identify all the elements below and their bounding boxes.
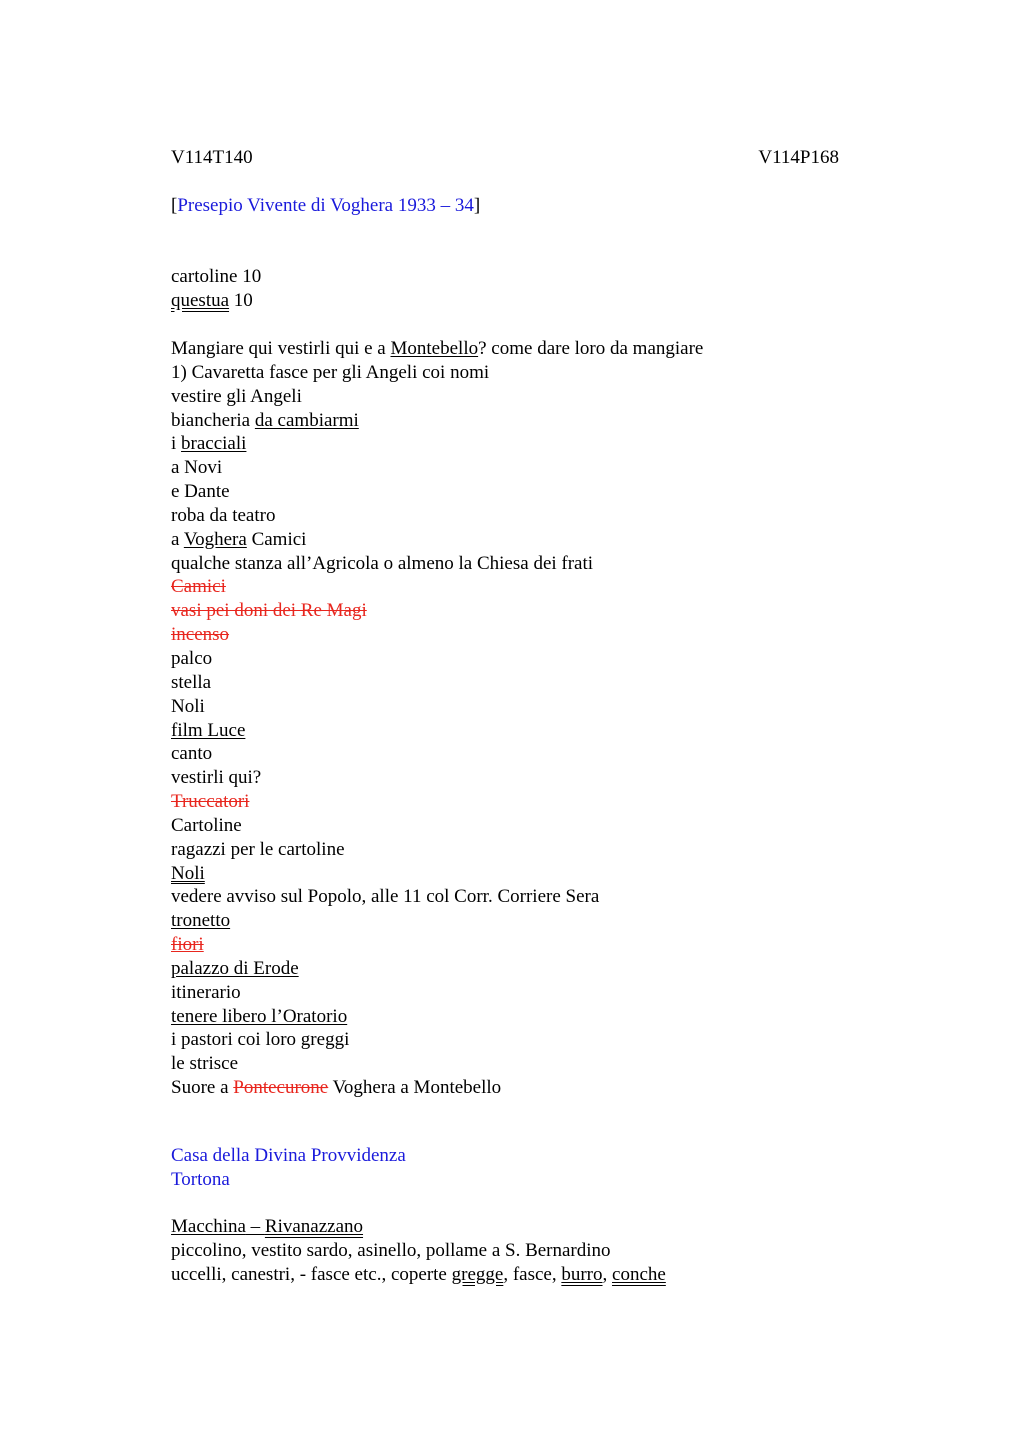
- note-struck-underlined: fiori: [171, 934, 204, 956]
- note-line-struck: Truccatori: [171, 791, 250, 813]
- note-text: biancheria: [171, 409, 255, 431]
- note-line: Noli: [171, 695, 205, 717]
- note-line: [171, 1076, 839, 1100]
- document-code-left: V114T140: [171, 147, 253, 168]
- note-underlined: Macchina: [171, 1216, 246, 1237]
- page-header: [171, 146, 839, 170]
- note-underlined: tronetto: [171, 910, 231, 932]
- note-text: Camici: [246, 528, 307, 550]
- note-line: le strisce: [171, 1053, 239, 1075]
- final-notes: [171, 1215, 839, 1287]
- note-double-underlined: conche: [612, 1263, 666, 1285]
- note-line: Cartoline: [171, 814, 242, 836]
- document-code-right: V114P168: [758, 147, 839, 168]
- note-underlined: da cambiarmi: [254, 409, 359, 431]
- note-line: [171, 337, 839, 361]
- note-line: stella: [171, 671, 212, 693]
- note-underlined: Montebello: [390, 338, 479, 359]
- note-line: palco: [171, 647, 213, 669]
- note-double-underlined: burro: [561, 1263, 603, 1285]
- note-line-struck: Camici: [171, 576, 226, 598]
- note-line: i pastori coi loro greggi: [171, 1029, 350, 1051]
- note-line-struck: incenso: [171, 624, 230, 646]
- note-struck: Pontecurone: [233, 1077, 329, 1099]
- note-line: [171, 933, 839, 957]
- note-underlined: bracciali: [181, 433, 247, 455]
- note-line: vestire gli Angeli: [171, 385, 302, 407]
- note-line: 1) Cavaretta fasce per gli Angeli coi nomi: [171, 361, 490, 383]
- address-line: Tortona: [171, 1168, 230, 1190]
- note-text: ? come dare loro da mangiare: [478, 338, 704, 359]
- note-line: [171, 957, 839, 981]
- note-line: e Dante: [171, 481, 230, 503]
- note-text: a: [171, 528, 184, 550]
- address-line: Casa della Divina Provvidenza: [171, 1145, 406, 1166]
- note-line: ragazzi per le cartoline: [171, 838, 345, 860]
- note-text: Mangiare qui vestirli qui e a: [171, 338, 391, 359]
- note-double-underlined: Noli: [171, 862, 205, 884]
- note-underlined: tenere libero l’Oratorio: [171, 1005, 348, 1027]
- note-line: a Novi: [171, 457, 223, 479]
- note-underlined: palazzo di Erode: [171, 957, 299, 979]
- title-close-bracket: ]: [473, 195, 481, 216]
- document-title: [171, 194, 480, 218]
- note-text: uccelli, canestri, - fasce etc., coperte: [171, 1263, 452, 1285]
- note-line: vedere avviso sul Popolo, alle 11 col Corr. Corriere Sera: [171, 886, 600, 908]
- note-underlined: film Luce: [171, 719, 246, 741]
- note-double-underlined: Rivanazzano: [264, 1216, 364, 1237]
- note-text: Suore a: [171, 1077, 234, 1099]
- summary-block: [171, 265, 839, 313]
- note-line: qualche stanza all’Agricola o almeno la Chiesa dei frati: [171, 552, 594, 574]
- note-text: ,: [602, 1263, 613, 1285]
- questua-line: [171, 289, 839, 313]
- note-line: [171, 528, 839, 552]
- questua-rest: 10: [229, 289, 253, 311]
- cartoline-line: cartoline 10: [171, 266, 262, 287]
- note-double-underlined: gregge: [451, 1263, 504, 1285]
- note-line-struck: vasi pei doni dei Re Magi: [171, 600, 367, 622]
- note-line: [171, 1263, 839, 1287]
- note-line: [171, 1005, 839, 1029]
- note-line: [171, 409, 839, 433]
- note-text: , fasce,: [503, 1263, 562, 1285]
- title-open-bracket: [: [171, 195, 178, 216]
- notes-list: [171, 337, 839, 1100]
- note-underlined: Voghera: [183, 528, 247, 550]
- address-block: [171, 1144, 839, 1192]
- note-line: canto: [171, 743, 213, 765]
- note-line: itinerario: [171, 981, 241, 1003]
- note-line: vestirli qui?: [171, 767, 262, 789]
- note-line: [171, 1215, 839, 1239]
- questua-word: questua: [171, 289, 230, 311]
- title-text: Presepio Vivente di Voghera 1933 – 34: [177, 195, 474, 216]
- note-text: Voghera a Montebello: [328, 1077, 502, 1099]
- note-line: [171, 432, 839, 456]
- note-text: i: [171, 433, 182, 455]
- note-line: roba da teatro: [171, 504, 276, 526]
- note-line: [171, 862, 839, 886]
- note-line: [171, 719, 839, 743]
- note-underlined: –: [245, 1216, 265, 1237]
- note-line: piccolino, vestito sardo, asinello, pollame a S. Bernardino: [171, 1239, 611, 1261]
- note-line: [171, 909, 839, 933]
